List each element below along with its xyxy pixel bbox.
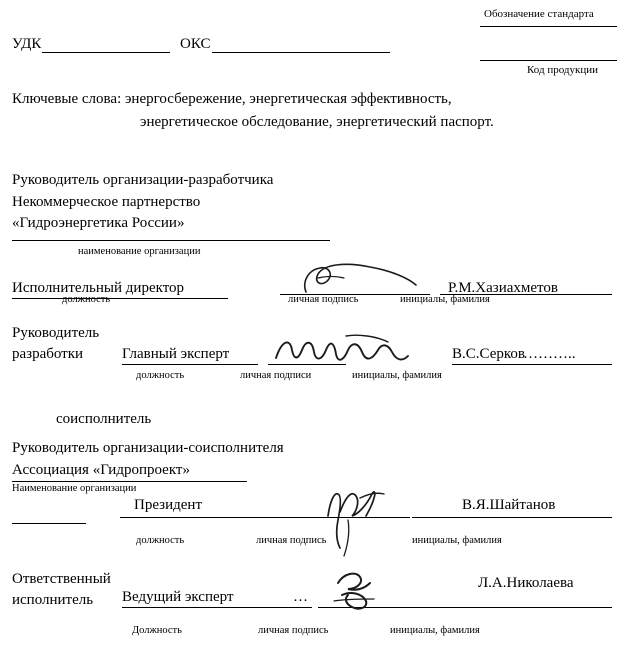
developer-position-value: Исполнительный директор [12,280,185,296]
responsible-name-rule [412,607,612,608]
development-head-label-2: разработки [12,346,84,362]
standard-designation-label: Обозначение стандарта [484,8,594,20]
signature-executive-director [300,258,420,300]
development-head-position-rule [122,364,258,365]
signature-leading-expert [330,565,390,620]
coexecutor-position-value: Президент [134,497,202,513]
development-head-position-value: Главный эксперт [122,346,230,362]
coexecutor-initials-caption: инициалы, фамилия [412,535,502,546]
developer-head-line: Руководитель организации-разработчика [12,172,274,188]
developer-initials-caption: инициалы, фамилия [400,294,490,305]
responsible-name-value: Л.А.Николаева [478,575,574,591]
standard-designation-rule [480,26,617,27]
coexecutor-org-rule [12,481,247,482]
developer-name-value: Р.М.Хазиахметов [448,280,558,296]
oks-label: ОКС [180,36,211,52]
responsible-label-2: исполнитель [12,592,94,608]
development-head-initials-caption: инициалы, фамилия [352,370,442,381]
signature-chief-expert [272,330,412,370]
responsible-position-rule [122,607,312,608]
responsible-signature-caption: личная подпись [258,625,329,636]
signature-president [318,480,398,565]
responsible-position-caption: Должность [132,625,182,636]
developer-signature-caption: личная подпись [288,294,359,305]
developer-position-rule [12,298,228,299]
product-code-rule [480,60,617,61]
coexecutor-position-caption: должность [136,535,185,546]
development-head-signature-caption: личная подписи [240,370,312,381]
coexecutor-signature-caption: личная подпись [256,535,327,546]
coexecutor-position-rule [120,517,310,518]
oks-rule [212,52,390,53]
developer-org-line-2: «Гидроэнергетика России» [12,215,185,231]
responsible-initials-caption: инициалы, фамилия [390,625,480,636]
development-head-name-rule [452,364,612,365]
developer-org-caption: наименование организации [78,246,201,257]
coexecutor-org-value: Ассоциация «Гидропроект» [12,462,190,478]
coexecutor-left-rule [12,523,86,524]
developer-position-caption: должность [62,294,111,305]
coexecutor-head-line: Руководитель организации-соисполнителя [12,440,284,456]
coexecutor-name-rule [412,517,612,518]
responsible-label-1: Ответственный [12,571,111,587]
coexecutor-org-caption: Наименование организации [12,483,137,494]
responsible-position-dots: … [293,589,308,605]
product-code-label: Код продукции [527,64,598,76]
developer-org-rule [12,240,330,241]
coexecutor-section-label: соисполнитель [56,411,152,427]
keywords-line-2: энергетическое обследование, энергетический паспорт. [140,114,494,130]
development-head-label-1: Руководитель [12,325,100,341]
keywords-line-1: Ключевые слова: энергосбережение, энергетическая эффективность, [12,91,452,107]
developer-org-line-1: Некоммерческое партнерство [12,194,201,210]
responsible-position-value: Ведущий эксперт [122,589,234,605]
udk-label: УДК [12,36,42,52]
development-head-name-trailer: ……….. [523,346,576,362]
development-head-name-value: В.С.Серков [452,346,525,362]
coexecutor-name-value: В.Я.Шайтанов [462,497,556,513]
development-head-position-caption: должность [136,370,185,381]
udk-rule [42,52,170,53]
